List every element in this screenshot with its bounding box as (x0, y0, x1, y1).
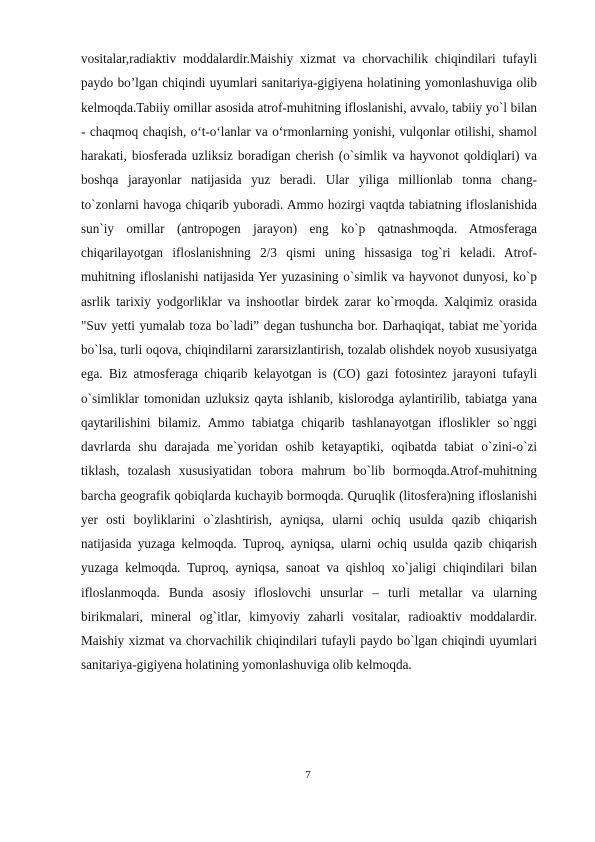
body-paragraph: vositalar,radiaktiv moddalardir.Maishiy xizmat va chorvachilik chiqindilari tufayli paydo bo’lgan chiqindi uyumlari sanitariya-gigiyena holatining yomonlashuviga olib kelmoqda.Tabiiy omillar asosida atrof-muhitning ifloslanishi, avvalo, tabiiy yo`l bilan - chaqmoq chaqish, o‘t-o‘lanlar va o‘rmonlarning yonishi, vulqonlar otilishi, shamol harakati, biosferada uzliksiz boradigan cherish (o`simlik va hayvonot qoldiqlari) va boshqa jarayonlar natijasida yuz beradi. Ular yiliga millionlab tonna chang-to`zonlarni havoga chiqarib yuboradi. Ammo hozirgi vaqtda tabiatning ifloslanishida sun`iy omillar (antropogen jarayon) eng ko`p qatnashmoqda. Atmosferaga chiqarilayotgan ifloslanishning 2/3 qismi uning hissasiga tog`ri keladi. Atrof-muhitning ifloslanishi natijasida Yer yuzasining o`simlik va hayvonot dunyosi, ko`p asrlik tarixiy yodgorliklar va inshootlar birdek zarar ko`rmoqda. Xalqimiz orasida "Suv yetti yumalab toza bo`ladi” degan tushuncha bor. Darhaqiqat, tabiat me`yorida bo`lsa, turli oqova, chiqindilarni zararsizlantirish, tozalab olishdek noyob xususiyatga ega. Biz atmosferaga chiqarib kelayotgan is (CO) gazi fotosintez jarayoni tufayli o`simliklar tomonidan uzluksiz qayta ishlanib, kislorodga aylantirilib, tabiatga yana qaytarilishini bilamiz. Ammo tabiatga chiqarib tashlanayotgan ifloslikler so`nggi davrlarda shu darajada me`yoridan oshib ketayaptiki, oqibatda tabiat o`zini-o`zi tiklash, tozalash xususiyatidan tobora mahrum bo`lib bormoqda.Atrof-muhitning barcha geografik qobiqlarda kuchayib bormoqda. Quruqlik (litosfera)ning ifloslanishi yer osti boyliklarini o`zlashtirish, ayniqsa, ularni ochiq usulda qazib chiqarish natijasida yuzaga kelmoqda. Tuproq, ayniqsa, ularni ochiq usulda qazib chiqarish yuzaga kelmoqda. Tuproq, ayniqsa, sanoat va qishloq xo`jaligi chiqindilari bilan ifloslanmoqda. Bunda asosiy ifloslovchi unsurlar – turli metallar va ularning birikmalari, mineral og`itlar, kimyoviy zaharli vositalar, radioaktiv moddalardir. Maishiy xizmat va chorvachilik chiqindilari tufayli paydo bo`lgan chiqindi uyumlari sanitariya-gigiyena holatining yomonlashuviga olib kelmoqda. (81, 51, 537, 673)
page-number: 7 (305, 769, 311, 781)
